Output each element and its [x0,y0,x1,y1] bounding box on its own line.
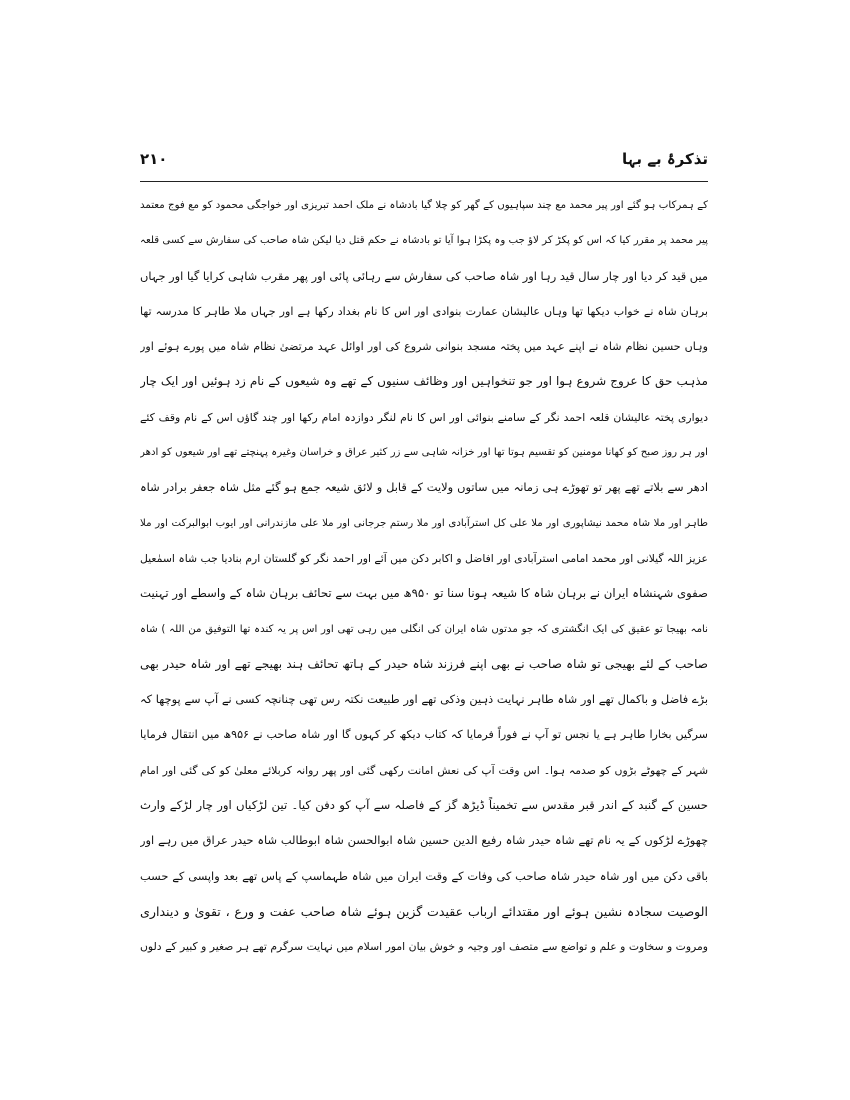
text-line: چھوڑے لڑکوں کے یہ نام تھے شاہ حیدر شاہ رفیع الدین حسین شاہ ابوالحسن شاہ ابوطالب شاہ حیدر عراق میں رہے اور [140,833,708,848]
text-line: ادھر سے بلاتے تھے پھر تو تھوڑے ہی زمانہ میں ساتوں ولایت کے قابل و لائق شیعہ جمع ہو گئے مثل شاہ جعفر برادر شاہ [140,480,708,495]
page-number: ۲۱۰ [140,150,168,168]
text-line: عزیز اللہ گیلانی اور محمد امامی استرآبادی اور افاضل و اکابر دکن میں آئے اور احمد نگر کو گلستان ارم بنادیا جب شاہ اسمٰعیل [140,551,708,565]
text-line: اور ہر روز صبح کو کھانا مومنین کو تقسیم ہوتا تھا اور خزانہ شاہی سے زر کثیر عراق و خراسان وغیرہ پہنچتے تھے اور شیعوں کو ادھر [140,447,708,459]
text-line: کے ہمرکاب ہو گئے اور پیر محمد مع چند سپاہیوں کے گھر کو چلا گیا بادشاہ نے ملک احمد تبریزی اور خواجگی محمود کو مع فوج معتمد [140,200,708,211]
text-line: الوصیت سجادہ نشین ہوئے اور مقتدائے ارباب عقیدت گزین ہوئے شاہ صاحب عفت و ورع ، تقویٰ و دینداری [140,903,708,919]
text-line: حسین کے گنبد کے اندر قبر مقدس سے تخمیناً ڈیڑھ گز کے فاصلہ سے آپ کو دفن کیا۔ تین لڑکیاں اور چار لڑکے وارث [140,798,708,813]
body-text [140,188,708,965]
header-divider [140,181,708,182]
text-line: مذہب حق کا عروج شروع ہوا اور جو تنخواہیں اور وظائف سنیوں کے تھے وہ شیعوں کے نام زد ہوئیں اور ایک چار [140,374,708,389]
page-header [140,148,708,178]
text-line: پیر محمد پر مقرر کیا کہ اس کو پکڑ کر لاؤ جب وہ پکڑا ہوا آیا تو بادشاہ نے حکم قتل دیا لیکن شاہ صاحب کی سفارش سے کسی قلعہ [140,235,708,247]
text-line: شہر کے چھوٹے بڑوں کو صدمہ ہوا۔ اس وقت آپ کی نعش امانت رکھی گئی اور پھر روانہ کربلائے معلیٰ کو کی گئی اور امام [140,763,708,777]
text-line: بڑے فاضل و باکمال تھے اور شاہ طاہر نہایت ذہین وذکی تھے اور طبیعت نکتہ رس تھی چنانچہ کسی نے آپ سے پوچھا کہ [140,692,708,707]
text-line: طاہر اور ملا شاہ محمد نیشاپوری اور ملا علی کل استرآبادی اور ملا رستم جرجانی اور ملا علی مازندرانی اور ایوب ابوالبرکت اور ملا [140,517,708,529]
text-line: ومروت و سخاوت و علم و تواضع سے متصف اور وجیہ و خوش بیان امور اسلام میں نہایت سرگرم تھے ہر صغیر و کبیر کے دلوں [140,940,708,954]
text-line: نامہ بھیجا تو عقیق کی ایک انگشتری کہ جو مدتوں شاہ ایران کی انگلی میں رہی تھی اور اس پر یہ کندہ تھا التوفیق من اللہ ) شاہ [140,623,708,635]
text-line: صفوی شہنشاہ ایران نے برہان شاہ کا شیعہ ہونا سنا تو ۹۵۰ھ میں بہت سے تحائف برہان شاہ کے واسطے اور تہنیت [140,586,708,601]
running-title: تذکرۂ بے بہا [621,150,708,168]
text-line: برہان شاہ نے خواب دیکھا تھا وہاں عالیشان عمارت بنوادی اور اس کا نام بغداد رکھا ہے اور جہاں ملا طاہر کا مدرسہ تھا [140,304,708,318]
text-line: سرگیں بخارا طاہر ہے یا نجس تو آپ نے فوراً فرمایا کہ کتاب دیکھ کر کہوں گا اور شاہ صاحب نے ۹۵۶ھ میں انتقال فرمایا [140,728,708,742]
text-line: باقی دکن میں اور شاہ حیدر شاہ صاحب کی وفات کے وقت ایران میں شاہ طہماسپ کے پاس تھے بعد واپسی کے حسب [140,868,708,883]
text-line: دیواری پختہ عالیشان قلعہ احمد نگر کے سامنے بنوائی اور اس کا نام لنگر دوازدہ امام رکھا اور چند گاؤں اس کے نام وقف کئے [140,410,708,424]
text-line: وہاں حسین نظام شاہ نے اپنے عہد میں پختہ مسجد بنوانی شروع کی اور اوائل عہد مرتضیٰ نظام شاہ میں پورے ہوئے اور [140,340,708,354]
text-line: صاحب کے لئے بھیجی تو شاہ صاحب نے بھی اپنے فرزند شاہ حیدر کے ہاتھ تحائف ہند بھیجے تھے اور شاہ حیدر بھی [140,656,708,671]
text-line: میں قید کر دیا اور چار سال قید رہا اور شاہ صاحب کی سفارش سے رہائی پائی اور پھر مقرب شاہی کرایا گیا اور جہاں [140,268,708,283]
